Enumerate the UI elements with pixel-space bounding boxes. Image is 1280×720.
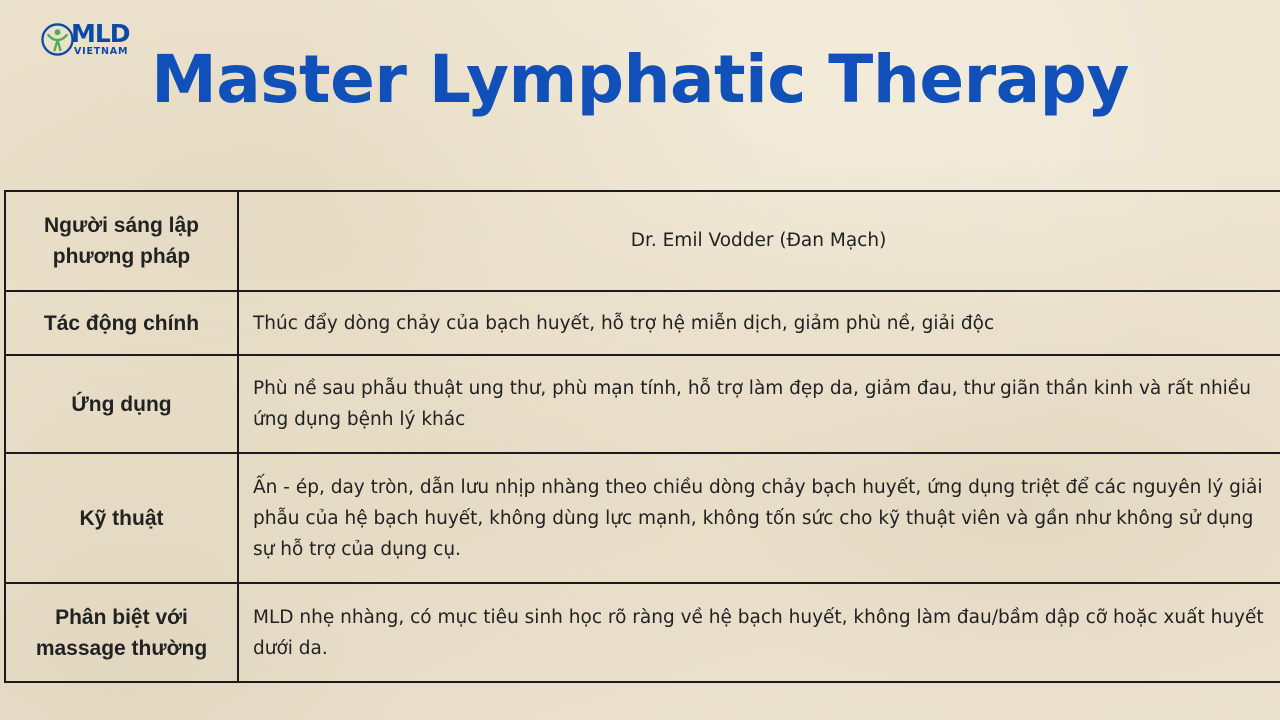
row-label-technique: Kỹ thuật: [5, 453, 238, 583]
row-label-applications: Ứng dụng: [5, 355, 238, 453]
table-row: [5, 583, 1280, 682]
logo-text: MLD: [71, 19, 130, 48]
table-row: [5, 453, 1280, 583]
row-label-distinction: Phân biệt với massage thường: [5, 583, 238, 682]
row-value-technique: Ấn - ép, day tròn, dẫn lưu nhịp nhàng theo chiều dòng chảy bạch huyết, ứng dụng triệt để các nguyên lý giải phẫu của hệ bạch huyết, không dùng lực mạnh, không tốn sức cho kỹ thuật viên và gần như không sử dụng sự hỗ trợ của dụng cụ.: [238, 453, 1280, 583]
row-value-applications: Phù nề sau phẫu thuật ung thư, phù mạn tính, hỗ trợ làm đẹp da, giảm đau, thư giãn thần kinh và rất nhiều ứng dụng bệnh lý khác: [238, 355, 1280, 453]
table-row: [5, 291, 1280, 356]
info-table: [4, 190, 1280, 683]
table-row: [5, 355, 1280, 453]
row-label-main-effect: Tác động chính: [5, 291, 238, 356]
row-value-founder: Dr. Emil Vodder (Đan Mạch): [238, 191, 1280, 291]
row-value-distinction: MLD nhẹ nhàng, có mục tiêu sinh học rõ ràng về hệ bạch huyết, không làm đau/bầm dập cỡ hoặc xuất huyết dưới da.: [238, 583, 1280, 682]
row-label-founder: Người sáng lập phương pháp: [5, 191, 238, 291]
row-value-main-effect: Thúc đẩy dòng chảy của bạch huyết, hỗ trợ hệ miễn dịch, giảm phù nề, giải độc: [238, 291, 1280, 356]
page-title: Master Lymphatic Therapy: [151, 41, 1129, 118]
logo-subtext: VIETNAM: [74, 46, 129, 57]
table-row: [5, 191, 1280, 291]
